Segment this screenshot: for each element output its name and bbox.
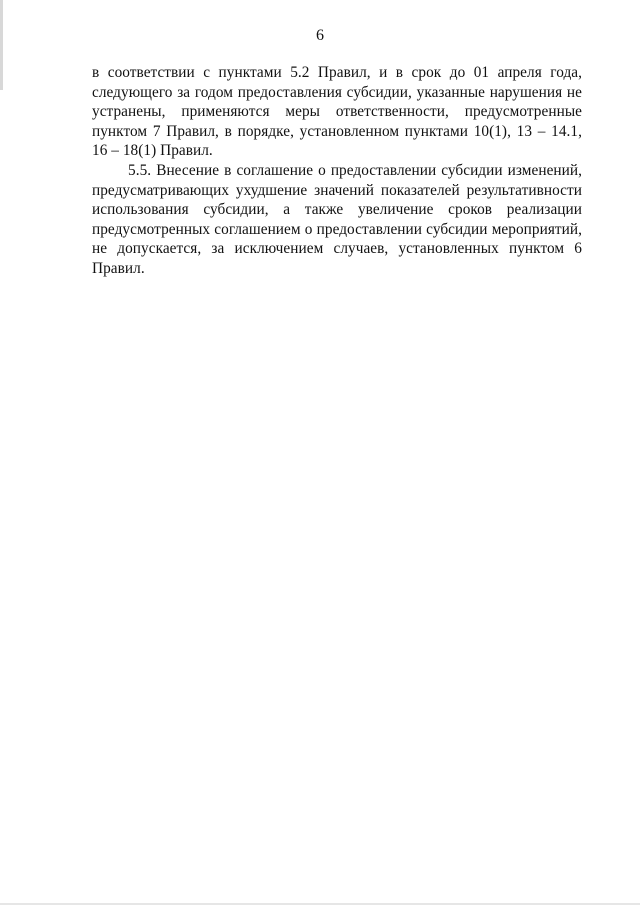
paragraph-continuation: в соответствии с пунктами 5.2 Правил, и в срок до 01 апреля года, следующего за годом предоставления субсидии, указанные нарушения не устранены, применяются меры ответственности, предусмотренные пунктом 7 Правил, в порядке, установленном пунктами 10(1), 13 – 14.1, 16 – 18(1) Правил. bbox=[92, 64, 582, 160]
page-number: 6 bbox=[316, 27, 324, 44]
paragraph-5-5: 5.5. Внесение в соглашение о предоставлении субсидии изменений, предусматривающих ухудшение значений показателей результативности использования субсидии, а также увеличение сроков реализации предусмотренных соглашением о предоставлении субсидии мероприятий, не допускается, за исключением случаев, установленных пунктом 6 Правил. bbox=[92, 161, 582, 277]
document-body bbox=[92, 63, 582, 279]
